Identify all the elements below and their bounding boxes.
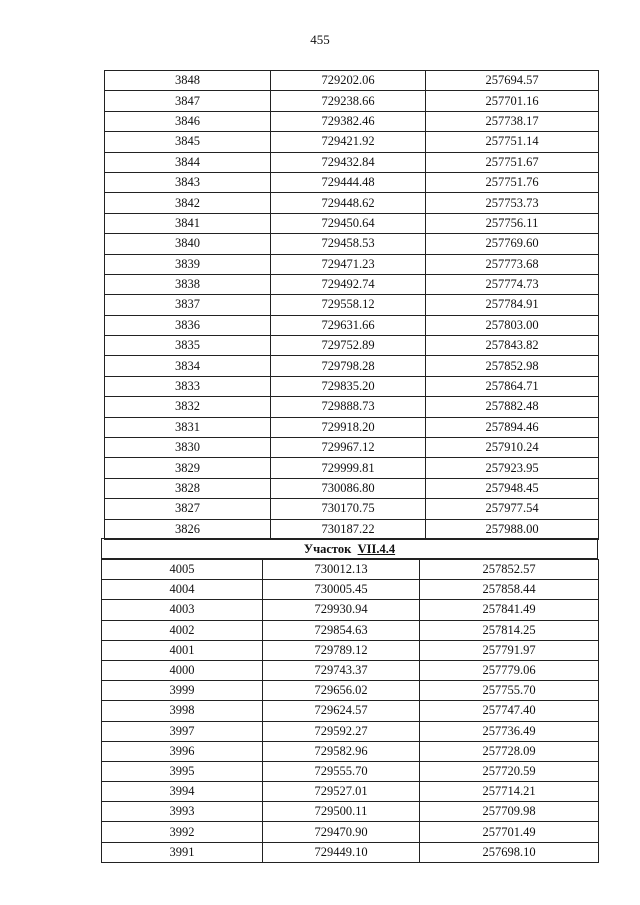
y-coordinate-cell: 257784.91: [426, 295, 599, 315]
point-number-cell: 3996: [102, 741, 263, 761]
table-row: [105, 71, 599, 91]
point-number-cell: 3995: [102, 761, 263, 781]
y-coordinate-cell: 257852.57: [420, 560, 599, 580]
point-number-cell: 3992: [102, 822, 263, 842]
y-coordinate-cell: 257709.98: [420, 802, 599, 822]
table-row: [105, 111, 599, 131]
x-coordinate-cell: 730086.80: [271, 478, 426, 498]
table-row: [105, 274, 599, 294]
point-number-cell: 3997: [102, 721, 263, 741]
table-row: [105, 254, 599, 274]
point-number-cell: 4001: [102, 640, 263, 660]
table-row: [105, 132, 599, 152]
table-row: [105, 152, 599, 172]
table-row: [105, 213, 599, 233]
y-coordinate-cell: 257736.49: [420, 721, 599, 741]
point-number-cell: 3993: [102, 802, 263, 822]
table-row: [102, 761, 599, 781]
x-coordinate-cell: 729202.06: [271, 71, 426, 91]
y-coordinate-cell: 257738.17: [426, 111, 599, 131]
y-coordinate-cell: 257755.70: [420, 681, 599, 701]
y-coordinate-cell: 257698.10: [420, 842, 599, 862]
point-number-cell: 3839: [105, 254, 271, 274]
table-row: [102, 640, 599, 660]
table-row: [102, 600, 599, 620]
table-row: [105, 356, 599, 376]
x-coordinate-cell: 729555.70: [263, 761, 420, 781]
x-coordinate-cell: 729432.84: [271, 152, 426, 172]
y-coordinate-cell: 257803.00: [426, 315, 599, 335]
y-coordinate-cell: 257843.82: [426, 336, 599, 356]
point-number-cell: 3836: [105, 315, 271, 335]
y-coordinate-cell: 257714.21: [420, 782, 599, 802]
point-number-cell: 3847: [105, 91, 271, 111]
y-coordinate-cell: 257841.49: [420, 600, 599, 620]
y-coordinate-cell: 257769.60: [426, 234, 599, 254]
point-number-cell: 4000: [102, 660, 263, 680]
point-number-cell: 3833: [105, 376, 271, 396]
y-coordinate-cell: 257747.40: [420, 701, 599, 721]
table-row: [102, 701, 599, 721]
section-code: VII.4.4: [357, 542, 396, 556]
y-coordinate-cell: 257988.00: [426, 519, 599, 539]
point-number-cell: 4005: [102, 560, 263, 580]
y-coordinate-cell: 257756.11: [426, 213, 599, 233]
x-coordinate-cell: 729470.90: [263, 822, 420, 842]
table-row: [102, 620, 599, 640]
point-number-cell: 3845: [105, 132, 271, 152]
point-number-cell: 3999: [102, 681, 263, 701]
y-coordinate-cell: 257720.59: [420, 761, 599, 781]
table-row: [105, 295, 599, 315]
point-number-cell: 3843: [105, 172, 271, 192]
table-row: [105, 336, 599, 356]
x-coordinate-cell: 729835.20: [271, 376, 426, 396]
table-row: [102, 842, 599, 862]
y-coordinate-cell: 257773.68: [426, 254, 599, 274]
y-coordinate-cell: 257701.16: [426, 91, 599, 111]
coordinates-table-top: [104, 70, 599, 540]
x-coordinate-cell: 729382.46: [271, 111, 426, 131]
point-number-cell: 3834: [105, 356, 271, 376]
x-coordinate-cell: 729444.48: [271, 172, 426, 192]
point-number-cell: 4002: [102, 620, 263, 640]
table-row: [102, 822, 599, 842]
table-row: [105, 193, 599, 213]
point-number-cell: 4004: [102, 580, 263, 600]
x-coordinate-cell: 729238.66: [271, 91, 426, 111]
x-coordinate-cell: 729450.64: [271, 213, 426, 233]
x-coordinate-cell: 729449.10: [263, 842, 420, 862]
section-header: [101, 538, 598, 559]
point-number-cell: 3827: [105, 499, 271, 519]
x-coordinate-cell: 729527.01: [263, 782, 420, 802]
x-coordinate-cell: 729743.37: [263, 660, 420, 680]
table-row: [105, 234, 599, 254]
table-row: [105, 438, 599, 458]
table-row: [105, 499, 599, 519]
x-coordinate-cell: 729421.92: [271, 132, 426, 152]
x-coordinate-cell: 729854.63: [263, 620, 420, 640]
point-number-cell: 3826: [105, 519, 271, 539]
table-top-body: [105, 71, 599, 540]
table-row: [102, 721, 599, 741]
point-number-cell: 3994: [102, 782, 263, 802]
point-number-cell: 3829: [105, 458, 271, 478]
y-coordinate-cell: 257751.76: [426, 172, 599, 192]
y-coordinate-cell: 257694.57: [426, 71, 599, 91]
y-coordinate-cell: 257923.95: [426, 458, 599, 478]
x-coordinate-cell: 729448.62: [271, 193, 426, 213]
x-coordinate-cell: 729631.66: [271, 315, 426, 335]
x-coordinate-cell: 729789.12: [263, 640, 420, 660]
y-coordinate-cell: 257728.09: [420, 741, 599, 761]
point-number-cell: 3830: [105, 438, 271, 458]
table-row: [105, 519, 599, 539]
x-coordinate-cell: 729592.27: [263, 721, 420, 741]
point-number-cell: 3828: [105, 478, 271, 498]
y-coordinate-cell: 257910.24: [426, 438, 599, 458]
x-coordinate-cell: 729558.12: [271, 295, 426, 315]
y-coordinate-cell: 257791.97: [420, 640, 599, 660]
y-coordinate-cell: 257753.73: [426, 193, 599, 213]
y-coordinate-cell: 257977.54: [426, 499, 599, 519]
x-coordinate-cell: 729999.81: [271, 458, 426, 478]
x-coordinate-cell: 729930.94: [263, 600, 420, 620]
x-coordinate-cell: 729967.12: [271, 438, 426, 458]
y-coordinate-cell: 257774.73: [426, 274, 599, 294]
point-number-cell: 3837: [105, 295, 271, 315]
y-coordinate-cell: 257858.44: [420, 580, 599, 600]
y-coordinate-cell: 257701.49: [420, 822, 599, 842]
x-coordinate-cell: 729752.89: [271, 336, 426, 356]
table-row: [102, 681, 599, 701]
point-number-cell: 3838: [105, 274, 271, 294]
x-coordinate-cell: 729798.28: [271, 356, 426, 376]
point-number-cell: 3846: [105, 111, 271, 131]
y-coordinate-cell: 257852.98: [426, 356, 599, 376]
point-number-cell: 3831: [105, 417, 271, 437]
point-number-cell: 3832: [105, 397, 271, 417]
table-row: [102, 560, 599, 580]
x-coordinate-cell: 729656.02: [263, 681, 420, 701]
y-coordinate-cell: 257864.71: [426, 376, 599, 396]
x-coordinate-cell: 730187.22: [271, 519, 426, 539]
table-bottom-body: [102, 560, 599, 863]
y-coordinate-cell: 257948.45: [426, 478, 599, 498]
section-prefix: Участок: [303, 542, 352, 556]
y-coordinate-cell: 257894.46: [426, 417, 599, 437]
x-coordinate-cell: 729624.57: [263, 701, 420, 721]
point-number-cell: 3840: [105, 234, 271, 254]
table-row: [105, 417, 599, 437]
y-coordinate-cell: 257779.06: [420, 660, 599, 680]
table-row: [102, 660, 599, 680]
coordinates-table-bottom: [101, 559, 599, 863]
x-coordinate-cell: 729492.74: [271, 274, 426, 294]
point-number-cell: 3842: [105, 193, 271, 213]
table-row: [102, 741, 599, 761]
x-coordinate-cell: 729888.73: [271, 397, 426, 417]
point-number-cell: 3848: [105, 71, 271, 91]
table-row: [102, 802, 599, 822]
point-number-cell: 3998: [102, 701, 263, 721]
x-coordinate-cell: 729582.96: [263, 741, 420, 761]
point-number-cell: 3835: [105, 336, 271, 356]
point-number-cell: 3841: [105, 213, 271, 233]
y-coordinate-cell: 257751.67: [426, 152, 599, 172]
table-row: [105, 478, 599, 498]
table-row: [105, 458, 599, 478]
table-row: [105, 376, 599, 396]
x-coordinate-cell: 729500.11: [263, 802, 420, 822]
table-row: [102, 782, 599, 802]
y-coordinate-cell: 257751.14: [426, 132, 599, 152]
page-number: 455: [310, 32, 330, 47]
x-coordinate-cell: 730012.13: [263, 560, 420, 580]
point-number-cell: 4003: [102, 600, 263, 620]
table-row: [105, 397, 599, 417]
y-coordinate-cell: 257814.25: [420, 620, 599, 640]
table-row: [105, 91, 599, 111]
x-coordinate-cell: 730170.75: [271, 499, 426, 519]
table-row: [105, 172, 599, 192]
x-coordinate-cell: 729458.53: [271, 234, 426, 254]
table-row: [105, 315, 599, 335]
point-number-cell: 3991: [102, 842, 263, 862]
point-number-cell: 3844: [105, 152, 271, 172]
table-row: [102, 580, 599, 600]
x-coordinate-cell: 729471.23: [271, 254, 426, 274]
x-coordinate-cell: 729918.20: [271, 417, 426, 437]
x-coordinate-cell: 730005.45: [263, 580, 420, 600]
y-coordinate-cell: 257882.48: [426, 397, 599, 417]
